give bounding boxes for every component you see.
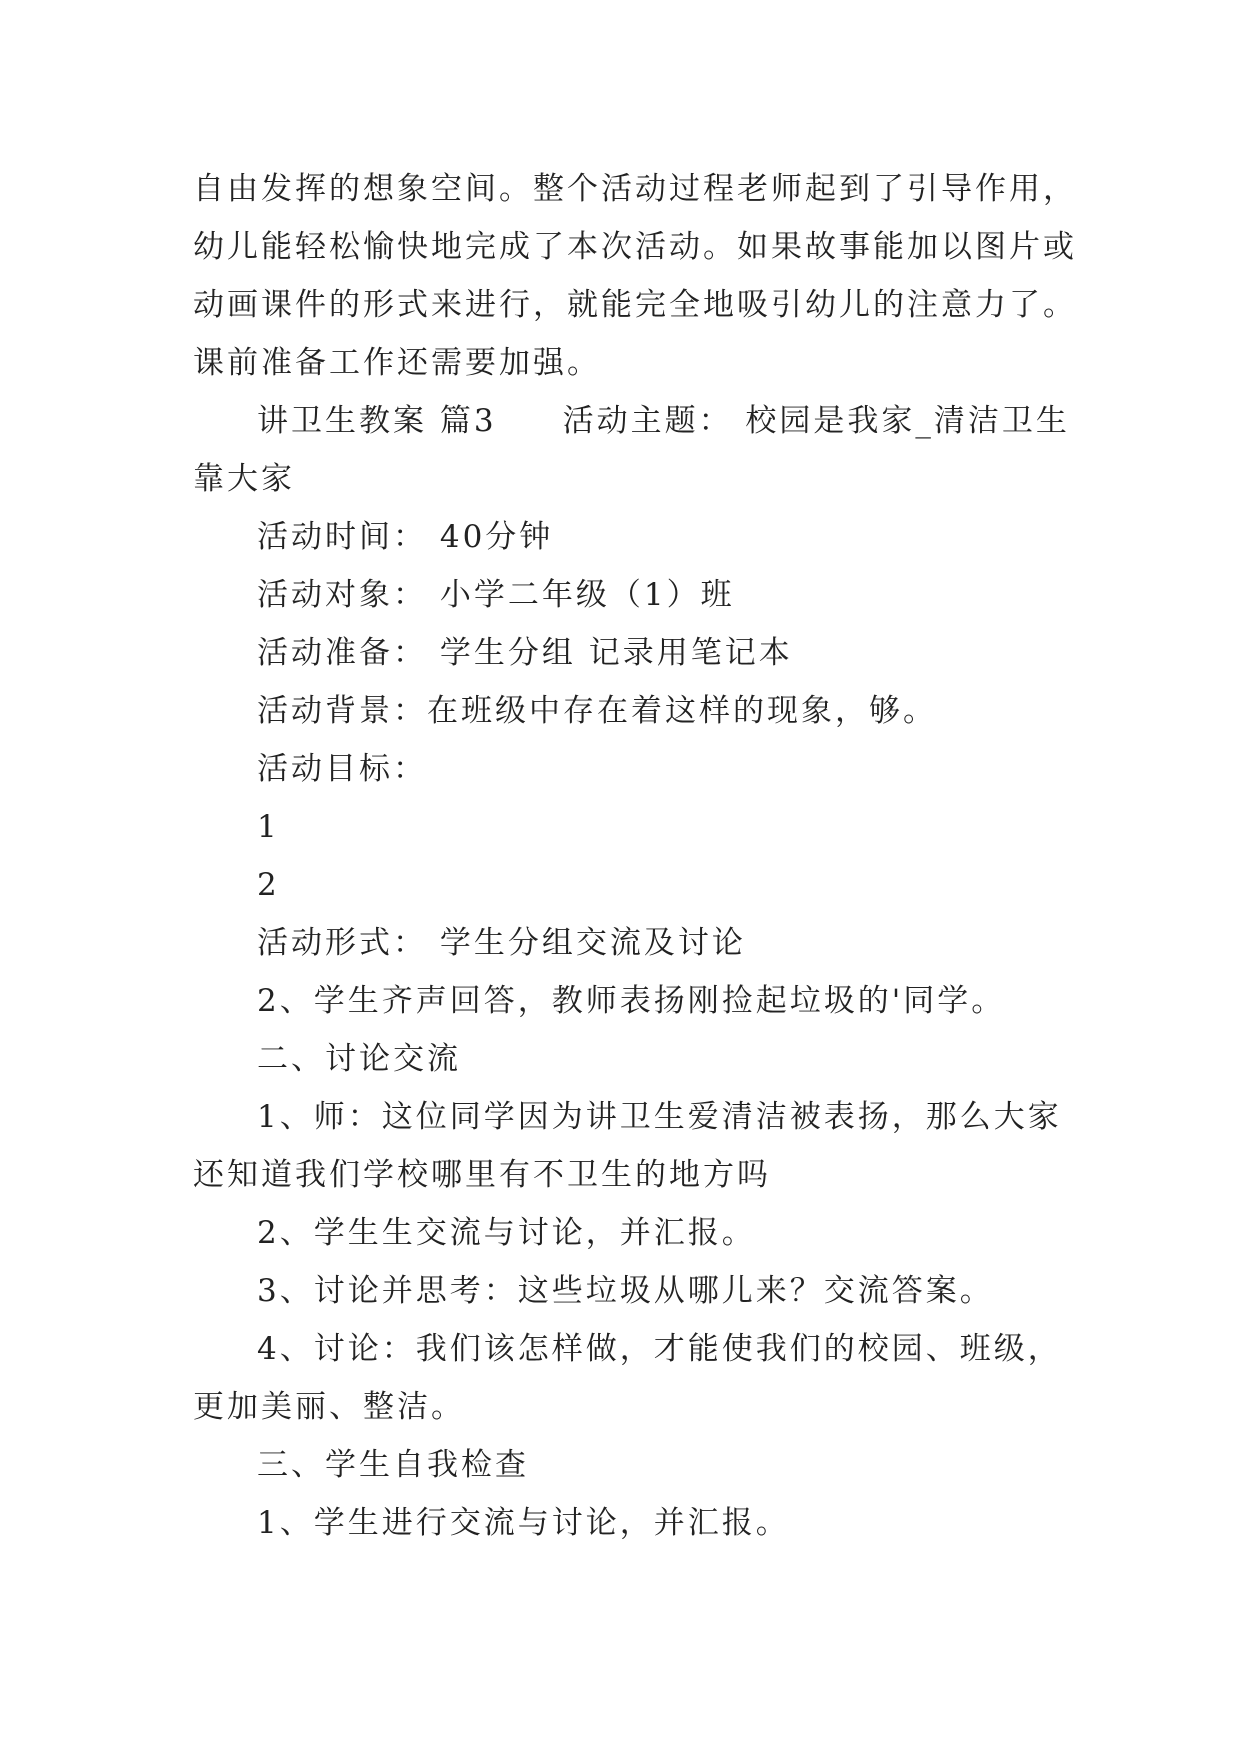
list-number: 2 — [257, 867, 280, 903]
section-heading: 讲卫生教案 篇3 — [257, 403, 497, 439]
paragraph-line: 活动对象： 小学二年级（1）班 — [257, 577, 735, 613]
paragraph-line: 动画课件的形式来进行，就能完全地吸引幼儿的注意力了。 — [193, 287, 1077, 323]
paragraph-line: 活动形式： 学生分组交流及讨论 — [257, 925, 746, 961]
paragraph-line: 活动时间： 40分钟 — [257, 519, 554, 555]
paragraph-line: 4、讨论：我们该怎样做，才能使我们的校园、班级， — [257, 1331, 1062, 1367]
paragraph-line: 靠大家 — [193, 461, 295, 497]
list-number: 1 — [257, 809, 280, 845]
paragraph-line: 还知道我们学校哪里有不卫生的地方吗 — [193, 1157, 771, 1193]
paragraph-line: 活动背景：在班级中存在着这样的现象，够。 — [257, 693, 937, 729]
paragraph-line: 活动准备： 学生分组 记录用笔记本 — [257, 635, 793, 671]
paragraph-line: 2、学生齐声回答，教师表扬刚捡起垃圾的'同学。 — [257, 983, 1006, 1019]
paragraph-line: 自由发挥的想象空间。整个活动过程老师起到了引导作用， — [193, 171, 1077, 207]
paragraph-line: 更加美丽、整洁。 — [193, 1389, 465, 1425]
document-body — [193, 160, 1077, 1552]
paragraph-line: 3、讨论并思考：这些垃圾从哪儿来？交流答案。 — [257, 1273, 994, 1309]
paragraph-line: 幼儿能轻松愉快地完成了本次活动。如果故事能加以图片或 — [193, 229, 1077, 265]
paragraph-line: 活动目标： — [257, 751, 427, 787]
paragraph-line: 课前准备工作还需要加强。 — [193, 345, 601, 381]
subsection-heading: 二、讨论交流 — [257, 1041, 461, 1077]
subsection-heading: 三、学生自我检查 — [257, 1447, 529, 1483]
paragraph-line: 1、师：这位同学因为讲卫生爱清洁被表扬，那么大家 — [257, 1099, 1062, 1135]
activity-theme: 活动主题： 校园是我家_清洁卫生 — [562, 403, 1070, 439]
paragraph-line: 1、学生进行交流与讨论，并汇报。 — [257, 1505, 790, 1541]
section-heading-line — [193, 392, 1073, 450]
paragraph-line: 2、学生生交流与讨论，并汇报。 — [257, 1215, 756, 1251]
